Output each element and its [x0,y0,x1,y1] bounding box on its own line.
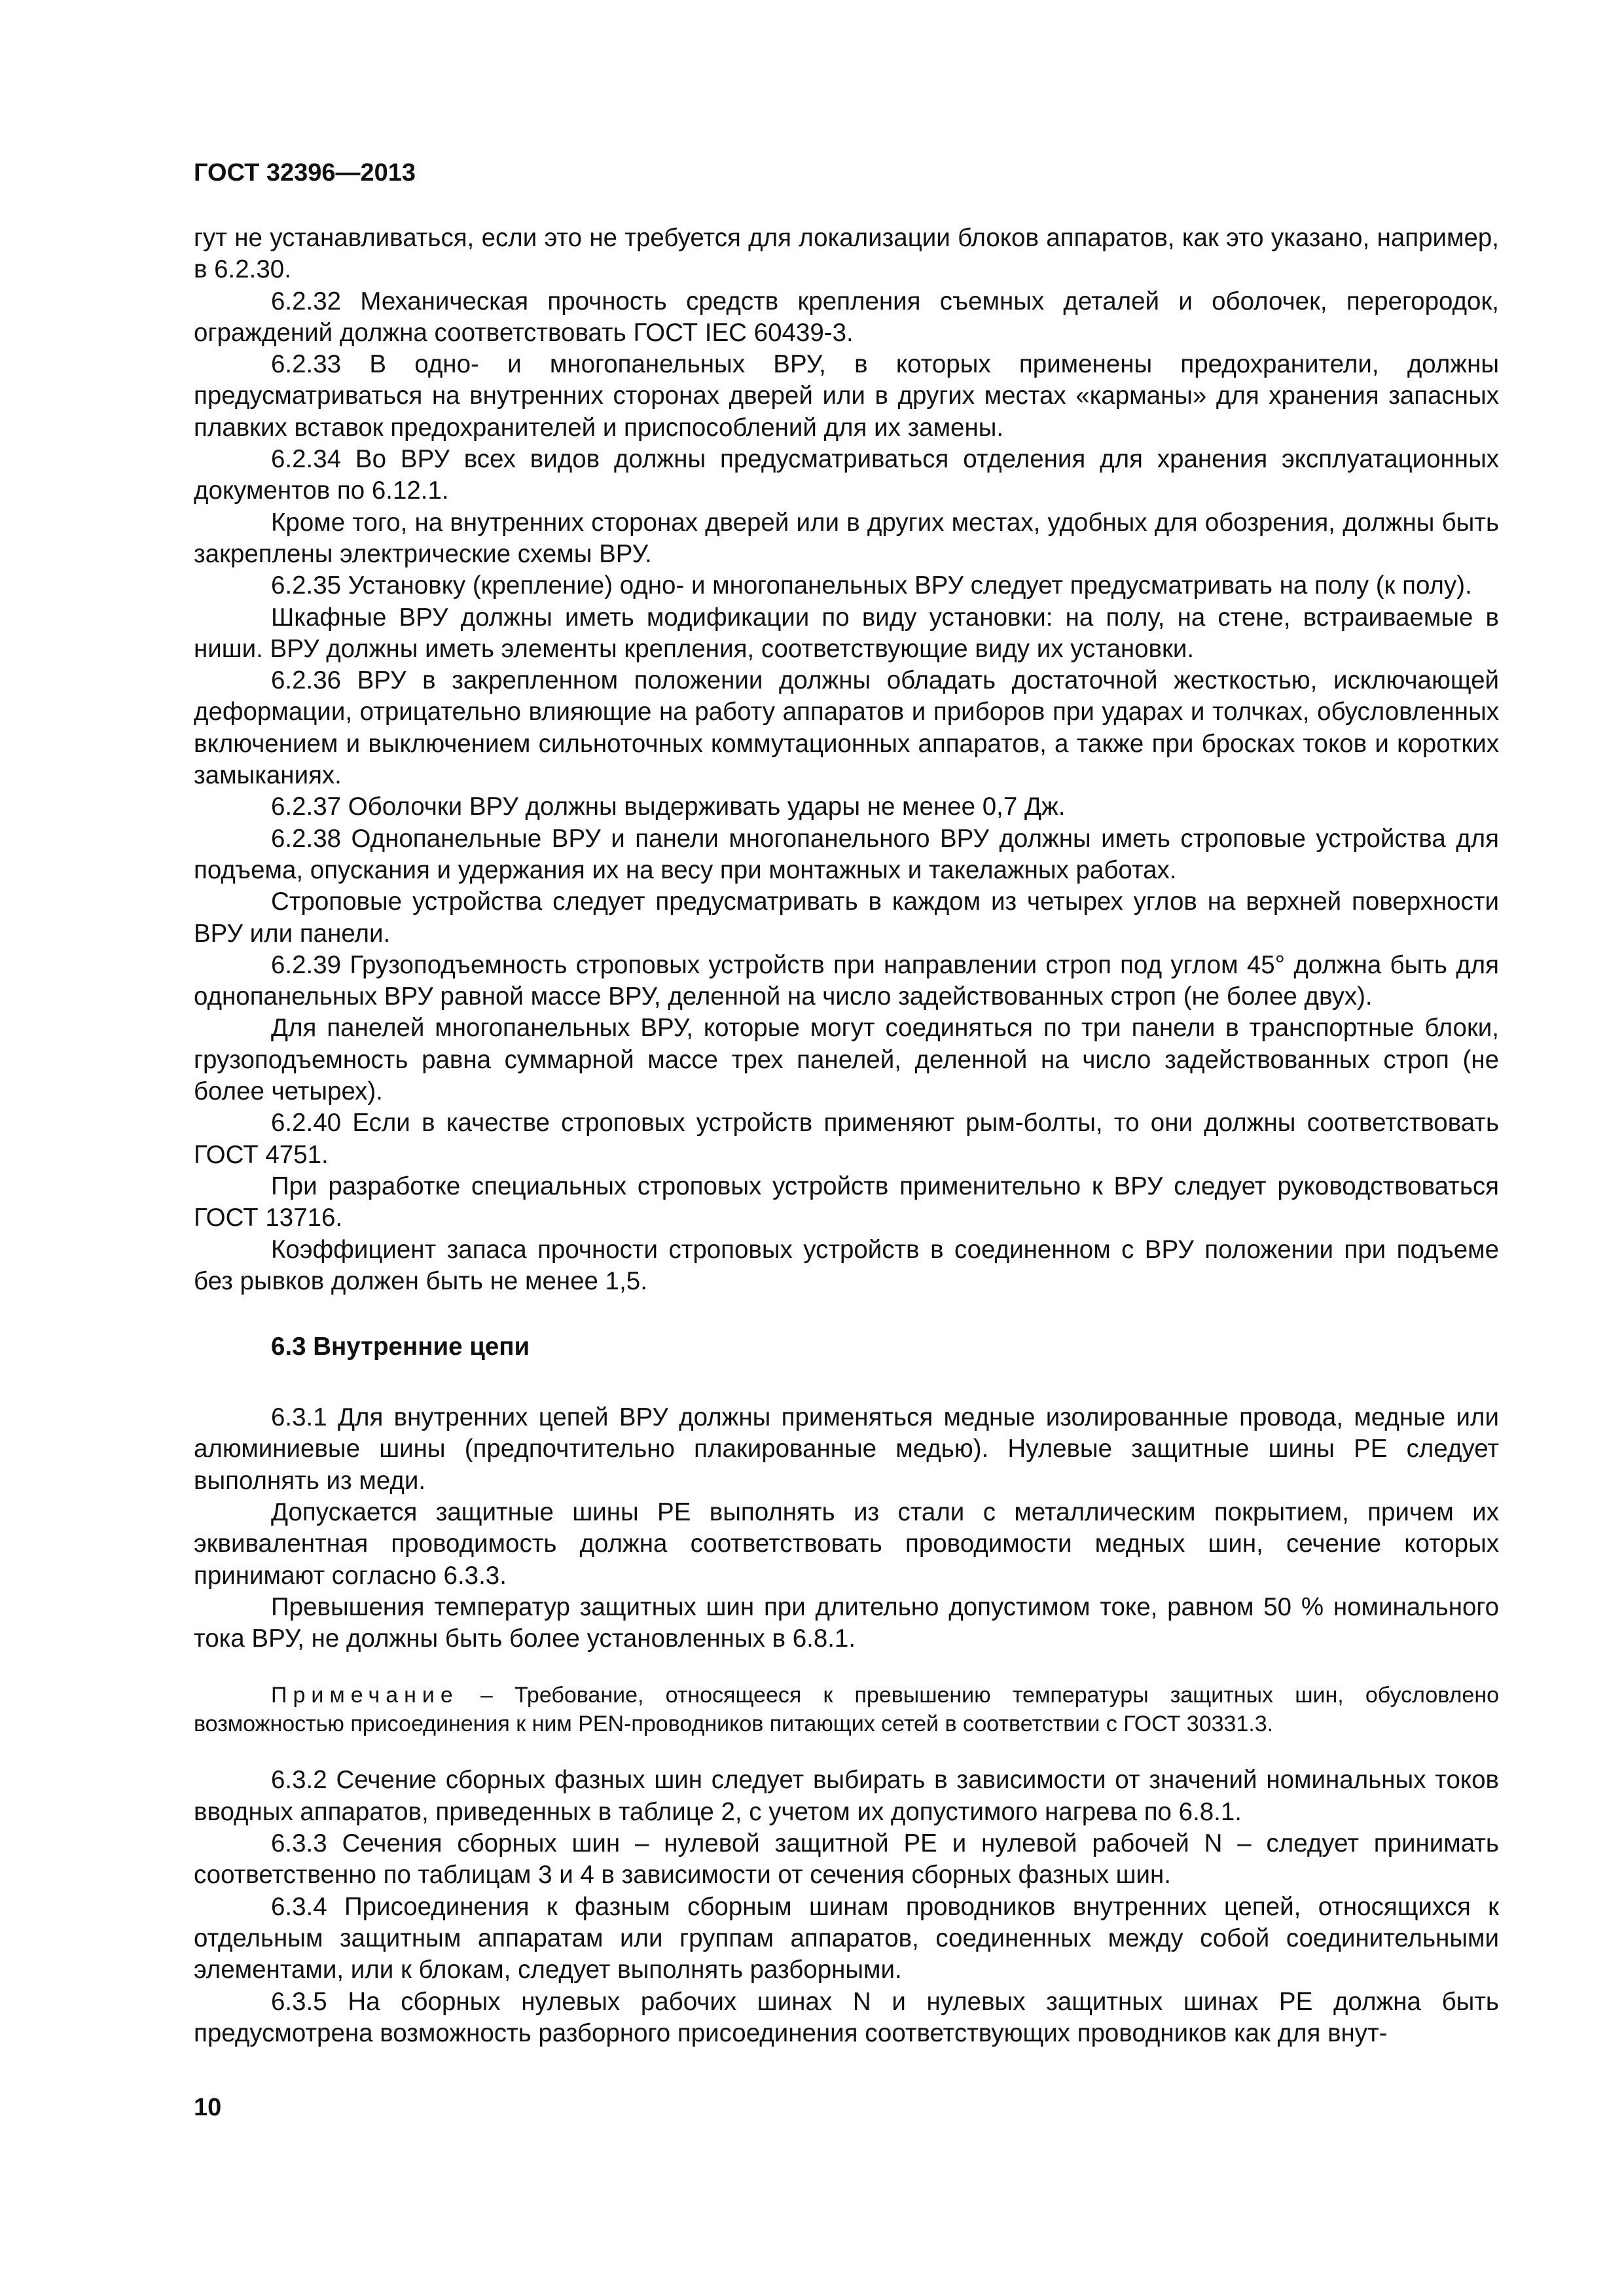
paragraph: При разработке специальных строповых устройств применительно к ВРУ следует руководствоваться ГОСТ 13716. [194,1172,1499,1232]
paragraph: Строповые устройства следует предусматривать в каждом из четырех углов на верхней поверхности ВРУ или панели. [194,888,1499,948]
note [194,1681,1499,1738]
paragraph: гут не устанавливаться, если это не требуется для локализации блоков аппаратов, как это указано, например, в 6.2.30. [194,224,1499,284]
paragraph: 6.2.34 Во ВРУ всех видов должны предусматриваться отделения для хранения эксплуатационных документов по 6.12.1. [194,445,1499,505]
paragraph: Превышения температур защитных шин при длительно допустимом токе, равном 50 % номинального тока ВРУ, не должны быть более установленных в 6.8.1. [194,1592,1499,1653]
paragraph: Для панелей многопанельных ВРУ, которые могут соединяться по три панели в транспортные блоки, грузоподъемность равна суммарной массе трех панелей, деленной на число задействованных строп (не более четырех). [194,1014,1499,1106]
paragraph: 6.3.3 Сечения сборных шин – нулевой защитной PE и нулевой рабочей N – следует принимать соответственно по таблицам 3 и 4 в зависимости от сечения сборных фазных шин. [194,1829,1499,1890]
paragraph: 6.2.38 Однопанельные ВРУ и панели многопанельного ВРУ должны иметь строповые устройства для подъема, опускания и удержания их на весу при монтажных и такелажных работах. [194,824,1499,884]
document-page [194,157,1499,2049]
paragraph: 6.2.37 Оболочки ВРУ должны выдерживать удары не менее 0,7 Дж. [271,793,1066,821]
paragraph: 6.3.2 Сечение сборных фазных шин следует выбирать в зависимости от значений номинальных токов вводных аппаратов, приведенных в таблице 2, с учетом их допустимого нагрева по 6.8.1. [194,1766,1499,1826]
page-number: 10 [194,2094,222,2121]
body-text-section [194,1402,1499,1655]
note-text: – Требование, относящееся к превышению температуры защитных шин, обусловлено возможностью присоединения к ним PEN-проводников питающих сетей в соответствии с ГОСТ 30331.3. [194,1683,1499,1737]
body-text-bottom [194,1765,1499,2049]
paragraph: Кроме того, на внутренних сторонах дверей или в других местах, удобных для обозрения, должны быть закреплены электрические схемы ВРУ. [194,508,1499,568]
paragraph: 6.3.4 Присоединения к фазным сборным шинам проводников внутренних цепей, относящихся к отдельным защитным аппаратам или группам аппаратов, соединенных между собой соединительными элементами, или к блокам, следует выполнять разборными. [194,1892,1499,1984]
paragraph: 6.2.33 В одно- и многопанельных ВРУ, в которых применены предохранители, должны предусматриваться на внутренних сторонах дверей или в других местах «карманы» для хранения запасных плавких вставок предохранителей и приспособлений для их замены. [194,350,1499,442]
paragraph: 6.3.5 На сборных нулевых рабочих шинах N и нулевых защитных шинах PE должна быть предусмотрена возможность разборного присоединения соответствующих проводников как для внут- [194,1987,1499,2047]
paragraph: Коэффициент запаса прочности строповых устройств в соединенном с ВРУ положении при подъеме без рывков должен быть не менее 1,5. [194,1235,1499,1295]
document-header: ГОСТ 32396—2013 [194,159,416,187]
note-label: Примечание [271,1683,459,1708]
body-text-top [194,223,1499,1297]
paragraph: 6.2.39 Грузоподъемность строповых устройств при направлении строп под углом 45° должна быть для однопанельных ВРУ равной массе ВРУ, деленной на число задействованных строп (не более двух). [194,950,1499,1011]
paragraph: 6.2.40 Если в качестве строповых устройств применяют рым-болты, то они должны соответствовать ГОСТ 4751. [194,1109,1499,1169]
paragraph: 6.3.1 Для внутренних цепей ВРУ должны применяться медные изолированные провода, медные или алюминиевые шины (предпочтительно плакированные медью). Нулевые защитные шины PE следует выполнять из меди. [194,1403,1499,1495]
section-title: 6.3 Внутренние цепи [271,1333,530,1361]
paragraph: Допускается защитные шины PE выполнять из стали с металлическим покрытием, причем их эквивалентная проводимость должна соответствовать проводимости медных шин, сечение которых принимают согласно 6.3.3. [194,1498,1499,1590]
paragraph: 6.2.36 ВРУ в закрепленном положении должны обладать достаточной жесткостью, исключающей деформации, отрицательно влияющие на работу аппаратов и приборов при ударах и толчках, обусловленных включением и выключением сильноточных коммутационных аппаратов, а также при бросках токов и коротких замыканиях. [194,666,1499,790]
paragraph: Шкафные ВРУ должны иметь модификации по виду установки: на полу, на стене, встраиваемые в ниши. ВРУ должны иметь элементы крепления, соответствующие виду их установки. [194,603,1499,663]
paragraph: 6.2.32 Механическая прочность средств крепления съемных деталей и оболочек, перегородок, ограждений должна соответствовать ГОСТ IEC 60439-3. [194,287,1499,347]
paragraph: 6.2.35 Установку (крепление) одно- и многопанельных ВРУ следует предусматривать на полу (к полу). [271,571,1472,600]
